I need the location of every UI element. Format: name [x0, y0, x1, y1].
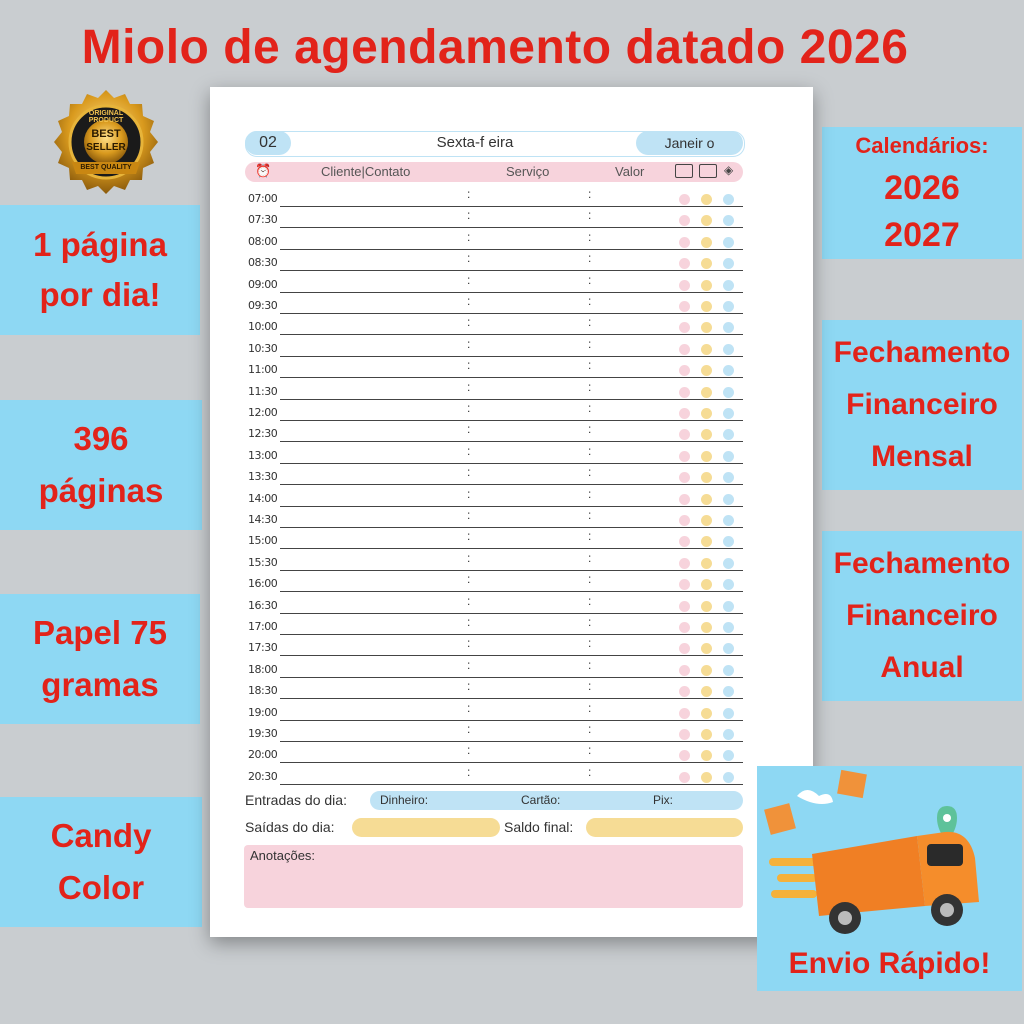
- column-separator: :: [467, 550, 471, 565]
- time-row[interactable]: [245, 464, 743, 485]
- feature-line: Color: [57, 869, 145, 906]
- column-separator: :: [588, 764, 592, 779]
- payment-dot[interactable]: [679, 622, 690, 633]
- box-line: Financeiro: [846, 388, 998, 421]
- time-row[interactable]: [245, 443, 743, 464]
- column-separator: :: [467, 636, 471, 651]
- payment-dot[interactable]: [723, 750, 734, 761]
- day-number: 02: [245, 131, 291, 155]
- payment-dot[interactable]: [701, 708, 712, 719]
- payment-dot[interactable]: [701, 344, 712, 355]
- calendars-year: 2026: [884, 169, 960, 207]
- payment-dot[interactable]: [701, 194, 712, 205]
- payment-dot[interactable]: [701, 215, 712, 226]
- box-line: Mensal: [871, 440, 973, 473]
- payment-dot[interactable]: [701, 772, 712, 783]
- payment-dot[interactable]: [701, 601, 712, 612]
- payment-dot[interactable]: [679, 579, 690, 590]
- column-separator: :: [588, 336, 592, 351]
- payment-dot[interactable]: [723, 258, 734, 269]
- time-row[interactable]: [245, 635, 743, 656]
- column-separator: :: [467, 272, 471, 287]
- badge-text-best: BEST: [91, 128, 121, 140]
- time-row[interactable]: [245, 400, 743, 421]
- column-separator: :: [588, 700, 592, 715]
- entry-line: [280, 784, 743, 785]
- time-label: 16:00: [248, 577, 278, 591]
- payment-dot[interactable]: [679, 365, 690, 376]
- time-label: 16:30: [248, 598, 278, 612]
- column-separator: :: [467, 722, 471, 736]
- time-row[interactable]: [245, 593, 743, 614]
- time-label: 17:00: [248, 620, 278, 633]
- box-line: Fechamento: [833, 336, 1011, 369]
- payment-dot[interactable]: [701, 643, 712, 654]
- column-separator: :: [588, 508, 592, 522]
- payment-dot[interactable]: [701, 387, 712, 398]
- shipping-box: [757, 766, 1022, 991]
- time-row[interactable]: [245, 421, 743, 442]
- column-separator: :: [588, 443, 592, 458]
- payment-dot[interactable]: [701, 579, 712, 590]
- time-row[interactable]: [245, 678, 743, 699]
- column-separator: :: [467, 700, 471, 715]
- column-separator: :: [467, 572, 471, 587]
- feature-box-paper: [0, 594, 200, 724]
- payment-dot[interactable]: [723, 280, 734, 291]
- column-separator: :: [588, 187, 592, 201]
- column-separator: :: [588, 636, 592, 651]
- time-row[interactable]: [245, 379, 743, 400]
- time-label: 12:30: [248, 427, 278, 441]
- payment-dot[interactable]: [701, 322, 712, 333]
- payment-dot[interactable]: [679, 258, 690, 269]
- time-row[interactable]: [245, 250, 743, 271]
- column-client: Cliente|Contato: [321, 164, 411, 179]
- payment-dot[interactable]: [723, 365, 734, 376]
- time-row[interactable]: [245, 486, 743, 507]
- payment-dot[interactable]: [679, 772, 690, 783]
- column-separator: :: [588, 593, 592, 608]
- payment-dot[interactable]: [701, 686, 712, 697]
- expenses-field[interactable]: [352, 818, 500, 837]
- column-separator: :: [588, 486, 592, 501]
- column-separator: :: [467, 422, 471, 437]
- feature-line: Candy: [50, 817, 152, 854]
- column-service: Serviço: [506, 164, 550, 179]
- column-separator: :: [588, 615, 592, 629]
- feature-line: gramas: [41, 666, 159, 703]
- payment-dot[interactable]: [701, 280, 712, 291]
- weekday-label: Sexta-f eira: [436, 134, 514, 151]
- payment-dot[interactable]: [701, 365, 712, 376]
- column-value: Valor: [615, 164, 645, 179]
- time-label: 19:00: [248, 705, 278, 719]
- payment-dot[interactable]: [679, 750, 690, 761]
- column-separator: :: [588, 315, 592, 330]
- column-separator: :: [588, 358, 592, 373]
- column-separator: :: [588, 294, 592, 308]
- payment-dot[interactable]: [723, 558, 734, 569]
- time-label: 09:00: [248, 277, 278, 291]
- payment-dot[interactable]: [679, 494, 690, 505]
- calendars-label: Calendários:: [855, 133, 989, 158]
- time-label: 15:00: [248, 534, 278, 548]
- column-separator: :: [467, 679, 471, 694]
- column-separator: :: [588, 550, 592, 565]
- payment-dot[interactable]: [679, 408, 690, 419]
- payment-dot[interactable]: [701, 494, 712, 505]
- best-seller-badge: [52, 88, 160, 196]
- feature-box-pages: [0, 400, 202, 530]
- payment-dot[interactable]: [679, 280, 690, 291]
- column-separator: :: [467, 743, 471, 758]
- box-line: Fechamento: [833, 547, 1011, 580]
- time-row[interactable]: [245, 272, 743, 293]
- main-title: Miolo de agendamento datado 2026: [81, 21, 909, 74]
- income-bar: [370, 791, 743, 810]
- payment-dot[interactable]: [701, 729, 712, 740]
- time-label: 09:30: [248, 299, 278, 312]
- box-line: Financeiro: [846, 599, 998, 632]
- payment-dot[interactable]: [679, 322, 690, 333]
- column-header: [245, 162, 743, 182]
- payment-dot[interactable]: [701, 429, 712, 440]
- payment-dot[interactable]: [679, 301, 690, 312]
- column-separator: :: [467, 315, 471, 330]
- column-separator: :: [467, 229, 471, 244]
- annual-closing-box: [822, 531, 1022, 701]
- time-row[interactable]: [245, 357, 743, 378]
- payment-dot[interactable]: [723, 322, 734, 333]
- time-label: 08:30: [248, 256, 278, 270]
- time-row[interactable]: [245, 314, 743, 335]
- time-label: 18:30: [248, 684, 278, 698]
- month-label: Janeir o: [636, 131, 743, 155]
- payment-dot[interactable]: [723, 643, 734, 654]
- time-label: 12:00: [248, 406, 278, 419]
- payment-dot[interactable]: [723, 622, 734, 633]
- payment-dot[interactable]: [701, 451, 712, 462]
- calendars-year: 2027: [884, 216, 960, 254]
- column-separator: :: [467, 358, 471, 373]
- column-separator: :: [467, 379, 471, 394]
- time-row[interactable]: [245, 700, 743, 721]
- payment-dot[interactable]: [723, 301, 734, 312]
- column-separator: :: [467, 336, 471, 351]
- time-row[interactable]: [245, 657, 743, 678]
- column-separator: :: [467, 593, 471, 608]
- payment-dot[interactable]: [701, 408, 712, 419]
- payment-dot[interactable]: [723, 494, 734, 505]
- time-label: 19:30: [248, 727, 278, 740]
- payment-dot[interactable]: [701, 515, 712, 526]
- time-label: 07:30: [248, 213, 278, 227]
- feature-line: Papel 75: [33, 614, 167, 651]
- pix-label: Pix:: [653, 793, 674, 807]
- time-row[interactable]: [245, 764, 743, 785]
- feature-line: por dia!: [39, 276, 161, 313]
- payment-dot[interactable]: [679, 536, 690, 547]
- time-row[interactable]: [245, 507, 743, 528]
- column-separator: :: [588, 529, 592, 544]
- time-row[interactable]: [245, 614, 743, 635]
- payment-dot[interactable]: [679, 194, 690, 205]
- time-row[interactable]: [245, 742, 743, 763]
- badge-text-seller: SELLER: [86, 142, 126, 153]
- payment-dot[interactable]: [679, 387, 690, 398]
- column-separator: :: [588, 208, 592, 223]
- payment-dot[interactable]: [701, 750, 712, 761]
- payment-dot[interactable]: [723, 708, 734, 719]
- time-row[interactable]: [245, 293, 743, 314]
- column-separator: :: [588, 743, 592, 758]
- payment-dot[interactable]: [723, 579, 734, 590]
- column-separator: :: [467, 401, 471, 415]
- time-row[interactable]: [245, 571, 743, 592]
- payment-dot[interactable]: [679, 215, 690, 226]
- payment-dot[interactable]: [701, 258, 712, 269]
- badge-text-top: ORIGINAL PRODUCT: [88, 110, 124, 124]
- card-label: Cartão:: [521, 793, 561, 807]
- column-separator: :: [588, 379, 592, 394]
- feature-box-color: [0, 797, 202, 927]
- balance-field[interactable]: [586, 818, 743, 837]
- payment-dot[interactable]: [701, 622, 712, 633]
- payment-dot[interactable]: [723, 194, 734, 205]
- payment-dot[interactable]: [701, 558, 712, 569]
- time-label: 13:00: [248, 448, 278, 462]
- feature-line: 1 página: [33, 226, 167, 263]
- time-label: 13:30: [248, 470, 278, 484]
- time-row[interactable]: [245, 207, 743, 228]
- feature-line: páginas: [38, 472, 164, 509]
- payment-dot[interactable]: [701, 665, 712, 676]
- payment-dot[interactable]: [723, 729, 734, 740]
- payment-dot[interactable]: [723, 237, 734, 248]
- time-label: 10:00: [248, 320, 278, 334]
- alarm-clock-icon: ⏰: [255, 163, 272, 178]
- time-label: 20:30: [248, 769, 278, 783]
- payment-dot[interactable]: [679, 451, 690, 462]
- time-label: 11:00: [248, 363, 278, 377]
- column-separator: :: [467, 615, 471, 629]
- shipping-label: Envio Rápido!: [788, 947, 991, 980]
- payment-dot[interactable]: [723, 665, 734, 676]
- column-separator: :: [588, 272, 592, 287]
- time-row[interactable]: [245, 528, 743, 549]
- payment-dot[interactable]: [679, 686, 690, 697]
- column-separator: :: [467, 251, 471, 266]
- column-separator: :: [588, 679, 592, 694]
- payment-dot[interactable]: [679, 601, 690, 612]
- payment-dot[interactable]: [679, 708, 690, 719]
- time-row[interactable]: [245, 721, 743, 742]
- feature-line: 396: [73, 420, 129, 457]
- payment-dot[interactable]: [679, 558, 690, 569]
- column-separator: :: [467, 508, 471, 522]
- time-label: 10:30: [248, 341, 278, 355]
- payment-dot[interactable]: [723, 772, 734, 783]
- calendars-box: [822, 127, 1022, 259]
- payment-dot[interactable]: [723, 408, 734, 419]
- time-row[interactable]: [245, 229, 743, 250]
- payment-dot[interactable]: [679, 429, 690, 440]
- payment-dot[interactable]: [723, 451, 734, 462]
- column-separator: :: [467, 187, 471, 201]
- time-label: 11:30: [248, 384, 278, 398]
- payment-dot[interactable]: [723, 344, 734, 355]
- monthly-closing-box: [822, 320, 1022, 490]
- payment-dot[interactable]: [679, 472, 690, 483]
- payment-dot[interactable]: [723, 472, 734, 483]
- time-label: 18:00: [248, 662, 278, 676]
- payment-dot[interactable]: [679, 515, 690, 526]
- payment-dot[interactable]: [723, 515, 734, 526]
- payment-dot[interactable]: [723, 215, 734, 226]
- column-separator: :: [467, 764, 471, 779]
- column-separator: :: [588, 722, 592, 736]
- column-separator: :: [467, 529, 471, 544]
- column-separator: :: [467, 465, 471, 480]
- payment-dot[interactable]: [723, 601, 734, 612]
- time-label: 17:30: [248, 641, 278, 655]
- time-label: 08:00: [248, 234, 278, 248]
- balance-label: Saldo final:: [504, 819, 574, 835]
- payment-dot[interactable]: [679, 643, 690, 654]
- column-separator: :: [467, 208, 471, 223]
- notes-area[interactable]: [244, 845, 743, 908]
- payment-dot[interactable]: [679, 729, 690, 740]
- time-label: 20:00: [248, 748, 278, 762]
- payment-dot[interactable]: [679, 665, 690, 676]
- column-separator: :: [467, 486, 471, 501]
- column-separator: :: [467, 443, 471, 458]
- payment-dot[interactable]: [723, 686, 734, 697]
- expenses-label: Saídas do dia:: [245, 819, 335, 835]
- column-separator: :: [588, 401, 592, 415]
- column-separator: :: [467, 657, 471, 672]
- payment-dot[interactable]: [723, 429, 734, 440]
- time-label: 07:00: [248, 192, 278, 205]
- column-separator: :: [588, 657, 592, 672]
- payment-dot[interactable]: [679, 344, 690, 355]
- column-separator: :: [588, 251, 592, 266]
- payment-dot[interactable]: [701, 237, 712, 248]
- pix-icon: ◈: [724, 163, 734, 177]
- cash-label: Dinheiro:: [380, 793, 429, 807]
- time-row[interactable]: [245, 186, 743, 207]
- badge-text-bottom: BEST QUALITY: [80, 164, 132, 171]
- delivery-truck-icon: [757, 766, 1022, 946]
- notes-label: Anotações:: [250, 848, 316, 863]
- payment-dot[interactable]: [723, 536, 734, 547]
- column-separator: :: [467, 294, 471, 308]
- payment-dot[interactable]: [701, 301, 712, 312]
- box-line: Anual: [880, 651, 964, 684]
- time-row[interactable]: [245, 336, 743, 357]
- feature-box-one-page: [0, 205, 200, 335]
- time-label: 14:30: [248, 513, 278, 526]
- column-separator: :: [588, 572, 592, 587]
- payment-dot[interactable]: [723, 387, 734, 398]
- card-icon: [699, 164, 717, 178]
- time-row[interactable]: [245, 550, 743, 571]
- column-separator: :: [588, 465, 592, 480]
- payment-dot[interactable]: [701, 536, 712, 547]
- payment-dot[interactable]: [701, 472, 712, 483]
- cash-icon: [675, 164, 693, 178]
- time-label: 15:30: [248, 555, 278, 569]
- payment-dot[interactable]: [679, 237, 690, 248]
- time-label: 14:00: [248, 491, 278, 505]
- column-separator: :: [588, 229, 592, 244]
- column-separator: :: [588, 422, 592, 437]
- income-label: Entradas do dia:: [245, 792, 347, 808]
